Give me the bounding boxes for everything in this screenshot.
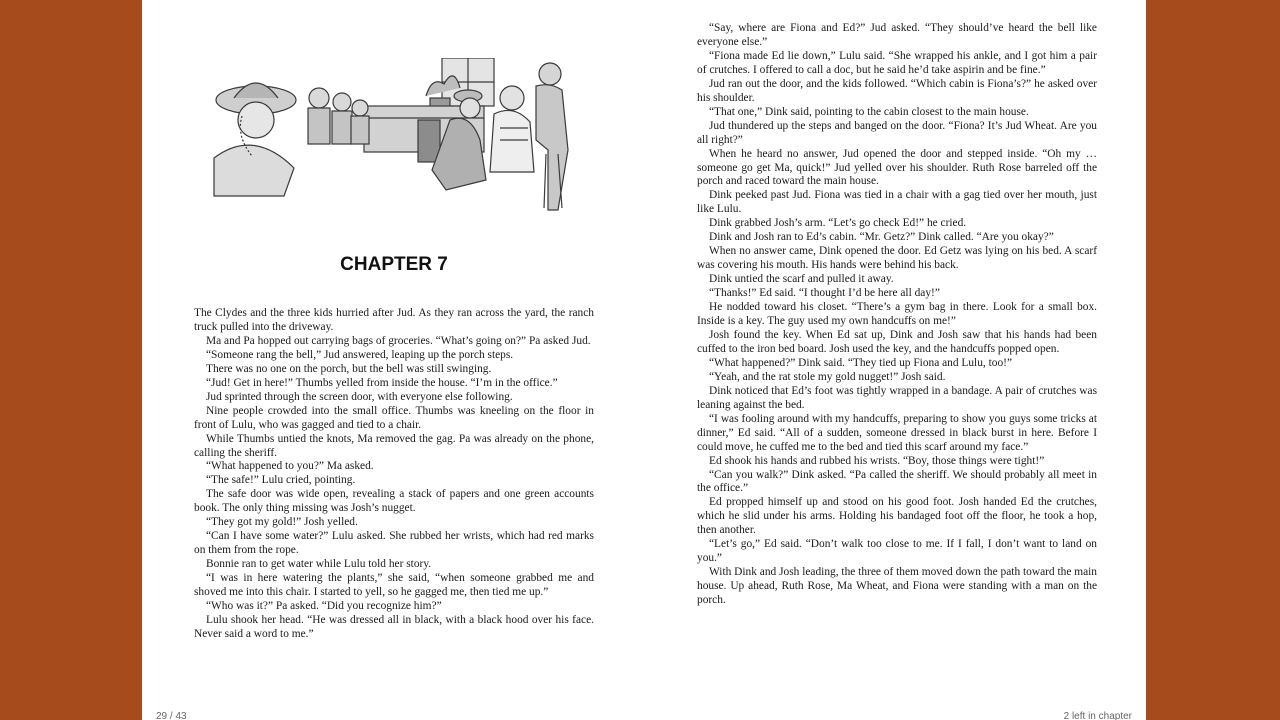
chapter-progress: 2 left in chapter [1063,711,1132,720]
paragraph: “Who was it?” Pa asked. “Did you recognize him?” [206,600,442,613]
paragraph: Lulu shook her head. “He was dressed all in black, with a black hood over his face. Never said a word to me.” [194,613,594,640]
paragraph: When he heard no answer, Jud opened the door and stepped inside. “Oh my … someone go get Ma, quick!” Jud yelled over his shoulder. Ruth Rose barreled off the porch and raced toward the main house. [697,147,1097,188]
paragraph: “Thanks!” Ed said. “I thought I’d be here all day!” [709,287,940,300]
ranch-office-illustration [194,58,594,218]
paragraph: Josh found the key. When Ed sat up, Dink and Josh saw that his hands had been cuffed to the iron bed board. Josh used the key, and the handcuffs popped open. [697,328,1097,355]
paragraph: “Yeah, and the rat stole my gold nugget!” Josh said. [709,370,946,383]
paragraph: Dink grabbed Josh’s arm. “Let’s go check Ed!” he cried. [709,217,967,230]
paragraph: “Fiona made Ed lie down,” Lulu said. “She wrapped his ankle, and I got him a pair of crutches. I offered to call a doc, but he said he’d take aspirin and be fine.” [697,49,1097,76]
paragraph: “That one,” Dink said, pointing to the cabin closest to the main house. [709,105,1029,118]
paragraph: Ed propped himself up and stood on his good foot. Josh handed Ed the crutches, which he slid under his arms. Holding his bandaged foot off the floor, he took a hop, then another. [697,496,1097,537]
right-column-text [697,22,1097,608]
paragraph: There was no one on the porch, but the bell was still swinging. [206,362,492,375]
paragraph: Dink peeked past Jud. Fiona was tied in a chair with a gag tied over her mouth, just like Lulu. [697,189,1097,216]
book-page-spread [142,0,1146,720]
paragraph: “I was in here watering the plants,” she said, “when someone grabbed me and shoved me into this chair. I started to yell, so he gagged me, then tied me up.” [194,572,594,599]
paragraph: “Can I have some water?” Lulu asked. She rubbed her wrists, which had red marks on them from the rope. [194,530,594,557]
paragraph: “I was fooling around with my handcuffs, preparing to show you guys some tricks at dinner,” Ed said. “All of a sudden, someone dressed in black burst in here. Before I could move, he cuffed me to the bed and tied this scarf around my face.” [697,412,1097,453]
paragraph: Ed shook his hands and rubbed his wrists. “Boy, those things were tight!” [709,454,1045,467]
paragraph: Dink and Josh ran to Ed’s cabin. “Mr. Getz?” Dink called. “Are you okay?” [709,231,1054,244]
paragraph: While Thumbs untied the knots, Ma removed the gag. Pa was already on the phone, calling the sheriff. [194,432,594,459]
paragraph: “Jud! Get in here!” Thumbs yelled from inside the house. “I’m in the office.” [206,376,558,389]
paragraph: Bonnie ran to get water while Lulu told her story. [206,558,432,571]
paragraph: Dink untied the scarf and pulled it away. [709,273,894,286]
paragraph: With Dink and Josh leading, the three of them moved down the path toward the main house. Up ahead, Ruth Rose, Ma Wheat, and Fiona were standing with a man on the porch. [697,566,1097,607]
paragraph: When no answer came, Dink opened the door. Ed Getz was lying on his bed. A scarf was covering his mouth. His hands were behind his back. [697,245,1097,272]
paragraph: “Say, where are Fiona and Ed?” Jud asked. “They should’ve heard the bell like everyone else.” [697,22,1097,48]
paragraph: “Can you walk?” Dink asked. “Pa called the sheriff. We should probably all meet in the office.” [697,468,1097,495]
paragraph: “What happened?” Dink said. “They tied up Fiona and Lulu, too!” [709,356,1013,369]
paragraph: “Let’s go,” Ed said. “Don’t walk too close to me. If I fall, I don’t want to land on you.” [697,538,1097,565]
paragraph: He nodded toward his closet. “There’s a gym bag in there. Look for a small box. Inside is a key. The guy used my own handcuffs on me!” [697,301,1097,328]
paragraph: “They got my gold!” Josh yelled. [206,516,358,529]
paragraph: Jud sprinted through the screen door, with everyone else following. [206,390,513,403]
paragraph: “The safe!” Lulu cried, pointing. [206,474,356,487]
paragraph: Nine people crowded into the small office. Thumbs was kneeling on the floor in front of Lulu, who was gagged and tied to a chair. [194,404,594,431]
paragraph: Dink noticed that Ed’s foot was tightly wrapped in a bandage. A pair of crutches was leaning against the bed. [697,384,1097,411]
paragraph: “Someone rang the bell,” Jud answered, leaping up the porch steps. [206,348,514,361]
chapter-title: CHAPTER 7 [340,254,448,275]
paragraph: The Clydes and the three kids hurried after Jud. As they ran across the yard, the ranch truck pulled into the driveway. [194,307,594,333]
left-column-text [194,307,594,642]
paragraph: Jud ran out the door, and the kids followed. “Which cabin is Fiona’s?” he asked over his shoulder. [697,77,1097,104]
paragraph: “What happened to you?” Ma asked. [206,460,374,473]
illustration-drawing [194,58,594,218]
page-indicator: 29 / 43 [156,711,187,720]
paragraph: Jud thundered up the steps and banged on the door. “Fiona? It’s Jud Wheat. Are you all right?” [697,119,1097,146]
paragraph: The safe door was wide open, revealing a stack of papers and one green accounts book. The only thing missing was Josh’s nugget. [194,488,594,515]
paragraph: Ma and Pa hopped out carrying bags of groceries. “What’s going on?” Pa asked Jud. [206,334,591,347]
